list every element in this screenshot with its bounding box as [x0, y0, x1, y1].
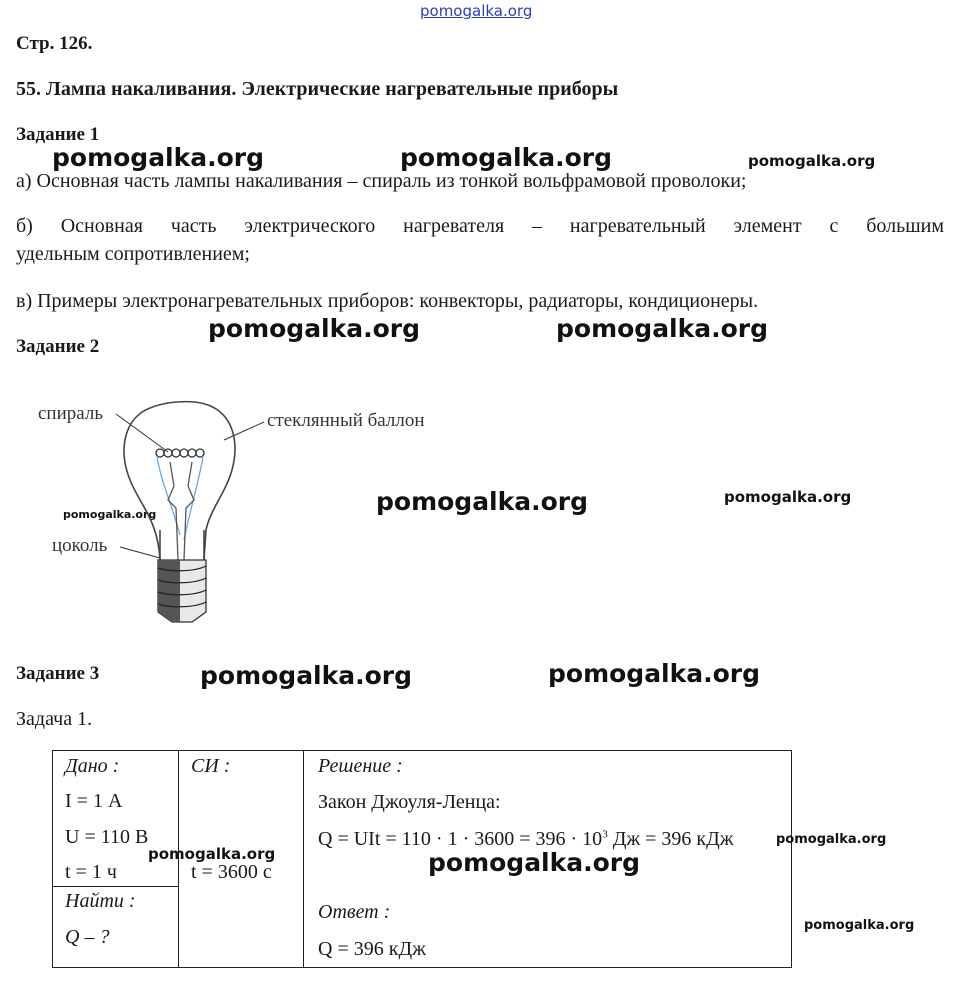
find-value: Q – ?: [65, 926, 110, 948]
watermark: pomogalka.org: [804, 918, 915, 933]
task1-heading: Задание 1: [16, 124, 100, 145]
given-heading: Дано :: [65, 755, 120, 777]
watermark: pomogalka.org: [208, 314, 421, 343]
joule-lenz-law: Закон Джоуля-Ленца:: [318, 791, 501, 813]
watermark: pomogalka.org: [748, 152, 876, 170]
task1-item-c: в) Примеры электронагревательных приборов: конвекторы, радиаторы, кондиционеры.: [16, 290, 759, 312]
watermark: pomogalka.org: [724, 488, 852, 506]
watermark: pomogalka.org: [400, 143, 613, 172]
formula-tail: Дж = 396 кДж: [607, 828, 734, 850]
watermark: pomogalka.org: [776, 832, 887, 847]
problem-label: Задача 1.: [16, 708, 93, 730]
si-heading: СИ :: [191, 755, 231, 777]
solution-heading: Решение :: [318, 755, 403, 777]
watermark: pomogalka.org: [376, 487, 589, 516]
watermark-top[interactable]: pomogalka.org: [420, 2, 533, 20]
section-title: 55. Лампа накаливания. Электрические нагревательные приборы: [16, 78, 619, 100]
task1-item-a: а) Основная часть лампы накаливания – спираль из тонкой вольфрамовой проволоки;: [16, 170, 747, 192]
given-time: t = 1 ч: [65, 861, 117, 883]
find-heading: Найти :: [65, 890, 136, 912]
watermark: pomogalka.org: [428, 848, 641, 877]
watermark: pomogalka.org: [548, 659, 761, 688]
label-spiral: спираль: [38, 403, 104, 424]
page-reference: Стр. 126.: [16, 33, 93, 54]
task1-item-b-line1: б) Основная часть электрического нагревателя – нагревательный элемент с большим: [16, 215, 944, 237]
label-base: цоколь: [52, 535, 108, 556]
answer-heading: Ответ :: [318, 901, 391, 923]
given-current: I = 1 А: [65, 790, 123, 812]
watermark: pomogalka.org: [148, 845, 276, 863]
watermark: pomogalka.org: [200, 661, 413, 690]
screw-base: [158, 560, 206, 622]
task2-heading: Задание 2: [16, 336, 100, 357]
base-leader-line: [120, 547, 160, 558]
formula: Q = UIt = 110 · 1 · 3600 = 396 · 10: [318, 828, 603, 850]
find-cell: [53, 887, 179, 968]
task3-heading: Задание 3: [16, 663, 100, 684]
task1-item-b-line2: удельным сопротивлением;: [16, 243, 250, 265]
si-time: t = 3600 с: [191, 861, 272, 883]
watermark: pomogalka.org: [556, 314, 769, 343]
formula-exponent: 3: [602, 828, 608, 841]
watermark: pomogalka.org: [52, 143, 265, 172]
watermark: pomogalka.org: [63, 508, 157, 521]
given-cell: [53, 751, 179, 887]
given-voltage: U = 110 В: [65, 826, 149, 848]
light-bulb-diagram: [0, 0, 480, 640]
label-glass-bulb: стеклянный баллон: [267, 410, 425, 431]
answer-value: Q = 396 кДж: [318, 938, 426, 960]
spiral-coil: [156, 449, 204, 457]
glass-bulb-outline: [124, 402, 235, 560]
